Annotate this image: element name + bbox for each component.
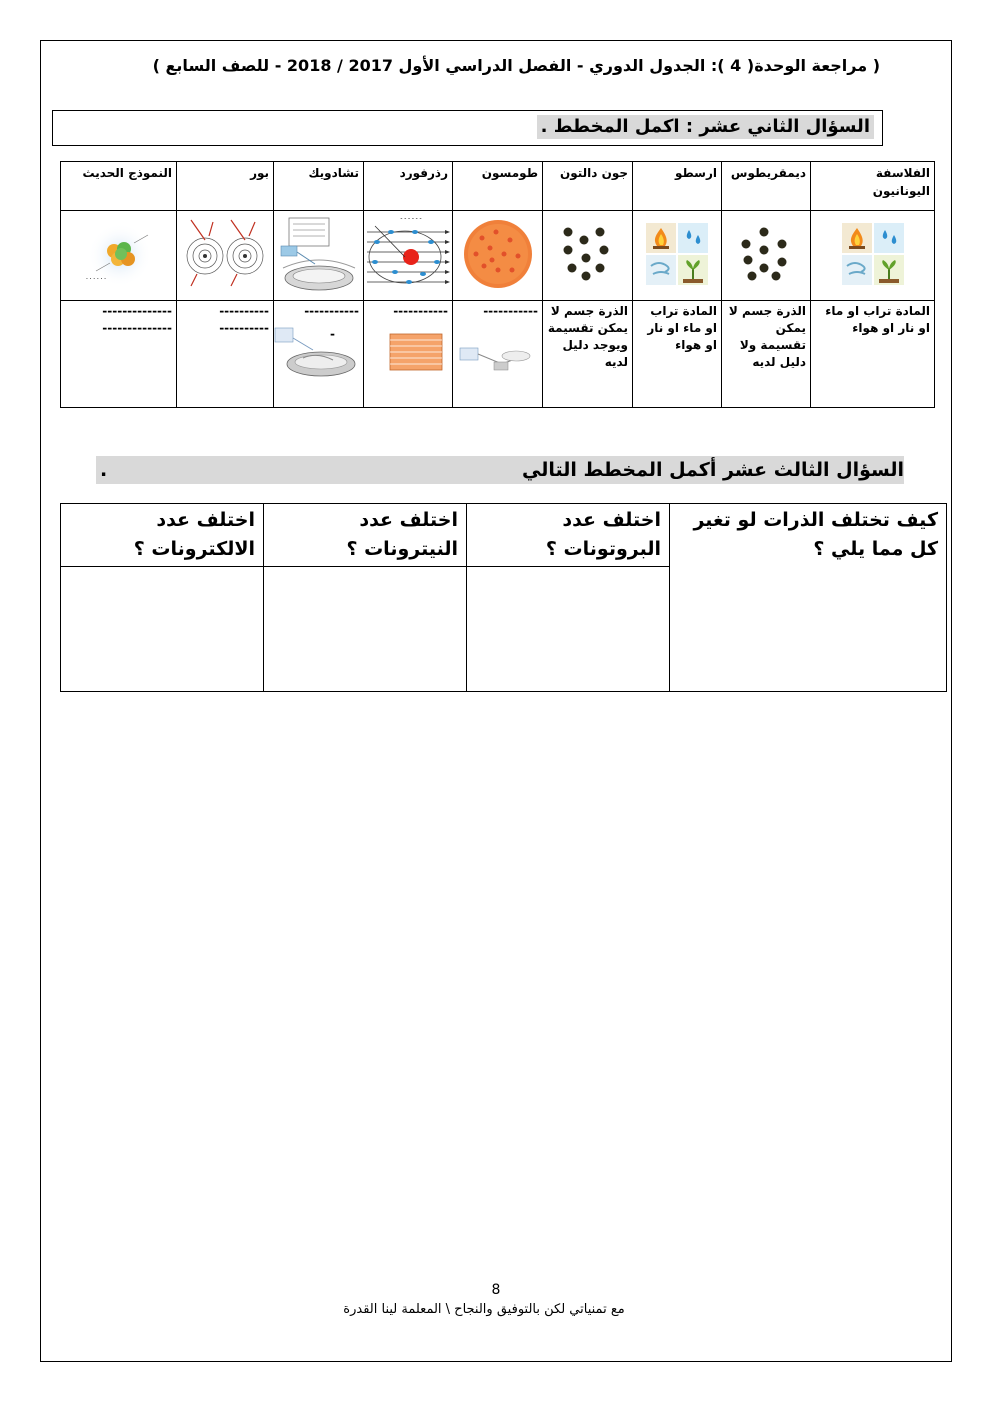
page-number: 8 xyxy=(491,1282,501,1298)
description-cell: -------------- -------------- xyxy=(61,301,177,408)
neutrons-header: اختلف عدد النيترونات ؟ xyxy=(264,504,467,567)
neutrons-answer-cell[interactable] xyxy=(264,567,467,692)
image-cell xyxy=(274,211,364,301)
answer-blank: ----------- xyxy=(304,304,359,318)
image-cell xyxy=(61,211,177,301)
svg-text:- - - - - -: - - - - - - xyxy=(400,216,422,222)
description-cell: الذرة جسم لا يمكن تقسيمة ويوجد دليل لديه xyxy=(543,301,633,408)
question-13-banner xyxy=(96,456,904,484)
atom-difference-table xyxy=(60,503,947,692)
scientist-name: جون دالتون xyxy=(543,162,633,211)
description-cell xyxy=(274,301,364,408)
gold-foil-sketch-icon xyxy=(382,328,448,376)
chadwick-apparatus-icon xyxy=(274,324,360,380)
answer-blank: ----------- xyxy=(483,304,538,318)
scientist-name: رذرفورد xyxy=(364,162,453,211)
scientist-name: تشادويك xyxy=(274,162,364,211)
electrons-header: اختلف عدد الالكترونات ؟ xyxy=(61,504,264,567)
protons-answer-cell[interactable] xyxy=(467,567,670,692)
image-cell xyxy=(722,211,811,301)
scientist-name: طومسون xyxy=(453,162,543,211)
scientist-name: الفلاسفة اليونانيون xyxy=(811,162,935,211)
svg-text:-: - xyxy=(330,327,335,341)
four-elements-icon xyxy=(841,222,905,286)
footer-note: مع تمنياتي لكن بالتوفيق والنجاح \ المعلمة لينا القدرة xyxy=(343,1302,625,1317)
scientist-name: بور xyxy=(177,162,274,211)
question-13-dot: . xyxy=(100,459,108,481)
four-elements-icon xyxy=(645,222,709,286)
protons-header: اختلف عدد البروتونات ؟ xyxy=(467,504,670,567)
atomic-history-table xyxy=(60,161,935,408)
image-cell xyxy=(453,211,543,301)
description-cell: المادة تراب او ماء او نار او هواء xyxy=(633,301,722,408)
experiment-sketch-icon xyxy=(458,334,538,378)
particle-dots-icon xyxy=(560,226,616,282)
scientist-name: ديمقريطوس xyxy=(722,162,811,211)
electrons-answer-cell[interactable] xyxy=(61,567,264,692)
image-cell xyxy=(811,211,935,301)
plum-pudding-icon xyxy=(460,216,536,292)
answer-blank: ----------- xyxy=(393,304,448,318)
page-title: ( مراجعة الوحدة( 4 ): الجدول الدوري - الفصل الدراسي الأول 2017 / 2018 - للصف السابع ) xyxy=(152,56,880,75)
scientist-name: النموذج الحديث xyxy=(61,162,177,211)
description-cell: ---------- ---------- xyxy=(177,301,274,408)
scientist-name: ارسطو xyxy=(633,162,722,211)
gold-foil-experiment-icon xyxy=(365,212,451,296)
question-cell: كيف تختلف الذرات لو تغير كل مما يلي ؟ xyxy=(670,504,947,692)
question-12-box xyxy=(52,110,883,146)
svg-text:. . . . . .: . . . . . . xyxy=(85,275,106,281)
image-cell xyxy=(177,211,274,301)
bohr-orbits-icon xyxy=(183,216,267,292)
neutron-experiment-icon xyxy=(279,212,359,296)
question-13-label: السؤال الثالث عشر أكمل المخطط التالي xyxy=(522,459,904,481)
question-12-label: السؤال الثاني عشر : اكمل المخطط . xyxy=(537,115,874,139)
image-cell xyxy=(543,211,633,301)
description-cell xyxy=(364,301,453,408)
image-cell xyxy=(364,211,453,301)
description-cell: المادة تراب او ماء او نار او هواء xyxy=(811,301,935,408)
nucleus-cloud-icon xyxy=(74,219,164,289)
particle-dots-icon xyxy=(738,226,794,282)
image-cell xyxy=(633,211,722,301)
description-cell: الذرة جسم لا يمكن تقسيمة ولا دليل لديه xyxy=(722,301,811,408)
description-cell xyxy=(453,301,543,408)
